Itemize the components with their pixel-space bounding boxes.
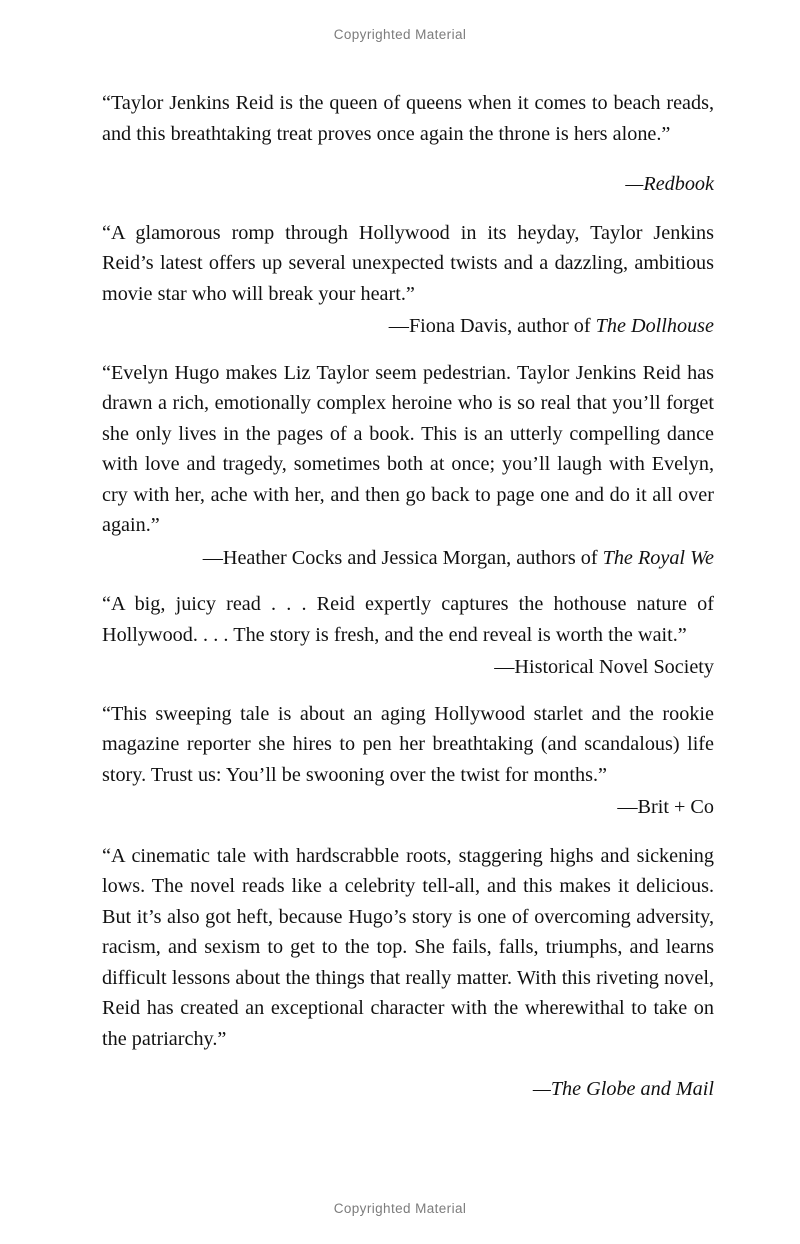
attribution-dash: — — [625, 173, 644, 195]
attribution-work-title: The Dollhouse — [595, 315, 714, 337]
blurb-quote: “A glamorous romp through Hollywood in its heyday, Taylor Jenkins Reid’s latest offers up several unexpected twists and a dazzling, ambitious movie star who will break your heart.” — [102, 221, 714, 305]
blurb-attribution — [102, 311, 714, 342]
blurb-attribution — [102, 543, 714, 574]
blurb-quote: “Taylor Jenkins Reid is the queen of queens when it comes to beach reads, and this breathtaking treat proves once again the throne is hers alone.” — [102, 92, 714, 145]
blurb-quote: “Evelyn Hugo makes Liz Taylor seem pedestrian. Taylor Jenkins Reid has drawn a rich, emotionally complex heroine who is so real that you’ll forget she only lives in the pages of a book. This is an utterly compelling dance with love and tragedy, sometimes both at once; you’ll laugh with Evelyn, cry with her, ache with her, and then go back to page one and do it all over again.” — [102, 361, 714, 536]
attribution-dash: — — [494, 656, 515, 678]
blurb-attribution — [102, 1074, 714, 1105]
praise-list — [102, 88, 714, 1105]
attribution-dash: — — [202, 546, 223, 569]
attribution-source: Fiona Davis, author of — [408, 315, 596, 337]
attribution-source: Redbook — [643, 173, 714, 195]
attribution-dash: — — [388, 315, 409, 337]
attribution-source: Heather Cocks and Jessica Morgan, authors of — [222, 546, 603, 569]
watermark-top: Copyrighted Material — [333, 27, 467, 42]
attribution-source: The Globe and Mail — [550, 1078, 714, 1100]
blurb-attribution — [102, 792, 714, 823]
watermark-bottom: Copyrighted Material — [333, 1201, 467, 1216]
blurb-quote: “A cinematic tale with hardscrabble roots, staggering highs and sickening lows. The novel reads like a celebrity tell-all, and this makes it delicious. But it’s also got heft, because Hugo’s story is one of overcoming adversity, racism, and sexism to get to the top. She fails, falls, triumphs, and learns difficult lessons about the things that really matter. With this riveting novel, Reid has created an exceptional character with the wherewithal to take on the patriarchy.” — [102, 844, 714, 1050]
blurb-attribution — [102, 169, 714, 200]
attribution-dash: — — [532, 1078, 551, 1100]
blurb-quote: “This sweeping tale is about an aging Hollywood starlet and the rookie magazine reporter she hires to pen her breathtaking (and scandalous) life story. Trust us: You’ll be swooning over the twist for months.” — [102, 702, 714, 786]
attribution-source: Historical Novel Society — [514, 656, 714, 678]
blurb-attribution — [102, 652, 714, 683]
attribution-source: Brit + Co — [637, 796, 714, 818]
attribution-work-title: The Royal We — [602, 546, 714, 569]
blurb-quote: “A big, juicy read . . . Reid expertly captures the hothouse nature of Hollywood. . . . The story is fresh, and the end reveal is worth the wait.” — [102, 593, 714, 646]
attribution-dash: — — [617, 796, 638, 818]
